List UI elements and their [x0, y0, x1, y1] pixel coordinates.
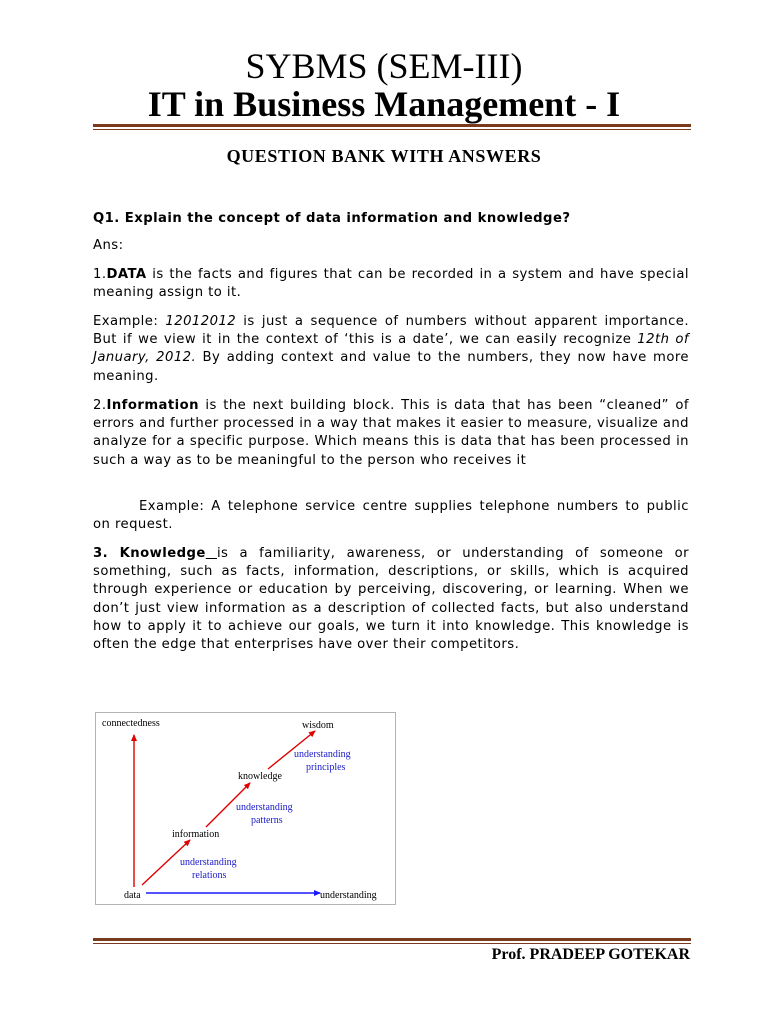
- example-telephone-paragraph: Example: A telephone service centre supplies telephone numbers to public on request.: [93, 499, 689, 533]
- information-paragraph: 2.Information is the next building block. This is data that has been “cleaned” of errors and further processed in a way that makes it easier to measure, visualize and analyze for a specific purpose. Which means this is data that has been processed in such a way as to be meaningful to the person who receives it: [93, 398, 689, 468]
- question-heading: Q1. Explain the concept of data information and knowledge?: [93, 211, 571, 226]
- label-relations: relations: [192, 870, 227, 881]
- label-understanding-patterns: understanding: [236, 802, 293, 813]
- answer-label: Ans:: [93, 238, 124, 253]
- data-term: DATA: [106, 267, 147, 282]
- example-date-paragraph: Example: 12012012 is just a sequence of numbers without apparent importance. But if we view it in the context of ‘this is a date’, we can easily recognize 12th of January, 2012. By adding context and value to the numbers, they now have more meaning.: [93, 314, 689, 384]
- label-patterns: patterns: [251, 815, 283, 826]
- section-subtitle: QUESTION BANK WITH ANSWERS: [226, 146, 542, 166]
- node-wisdom: wisdom: [302, 720, 334, 731]
- node-knowledge: knowledge: [238, 771, 282, 782]
- footer-author: Prof. PRADEEP GOTEKAR: [491, 946, 690, 963]
- information-term: Information: [106, 398, 199, 413]
- label-principles: principles: [306, 762, 346, 773]
- header-rule-thin: [93, 129, 691, 130]
- example-date: 12th of January, 2012.: [93, 332, 689, 366]
- knowledge-paragraph: 3. Knowledge is a familiarity, awareness, or understanding of someone or something, such as facts, information, descriptions, or skills, which is acquired through experience or education by perceiving, discovering, or learning. When we don’t just view information as a description of collected facts, but also understand how to apply it to achieve our goals, we turn it into knowledge. This knowledge is often the edge that enterprises have over their competitors.: [93, 546, 689, 653]
- label-understanding-relations: understanding: [180, 857, 237, 868]
- footer-rule-thick: [93, 938, 691, 941]
- example-number: 12012012: [165, 314, 237, 329]
- footer-rule-thin: [93, 943, 691, 944]
- header-rule-thick: [93, 124, 691, 127]
- document-title: SYBMS (SEM-III): [245, 46, 523, 86]
- label-understanding-principles: understanding: [294, 749, 351, 760]
- node-data: data: [124, 890, 141, 901]
- y-axis-label: connectedness: [102, 718, 160, 729]
- x-axis-label: understanding: [320, 890, 377, 901]
- dikw-diagram: [95, 712, 396, 905]
- data-paragraph: 1.DATA is the facts and figures that can be recorded in a system and have special meaning assign to it.: [93, 267, 689, 301]
- node-information: information: [172, 829, 220, 840]
- course-title: IT in Business Management - I: [147, 84, 621, 124]
- knowledge-term: Knowledge: [119, 546, 206, 561]
